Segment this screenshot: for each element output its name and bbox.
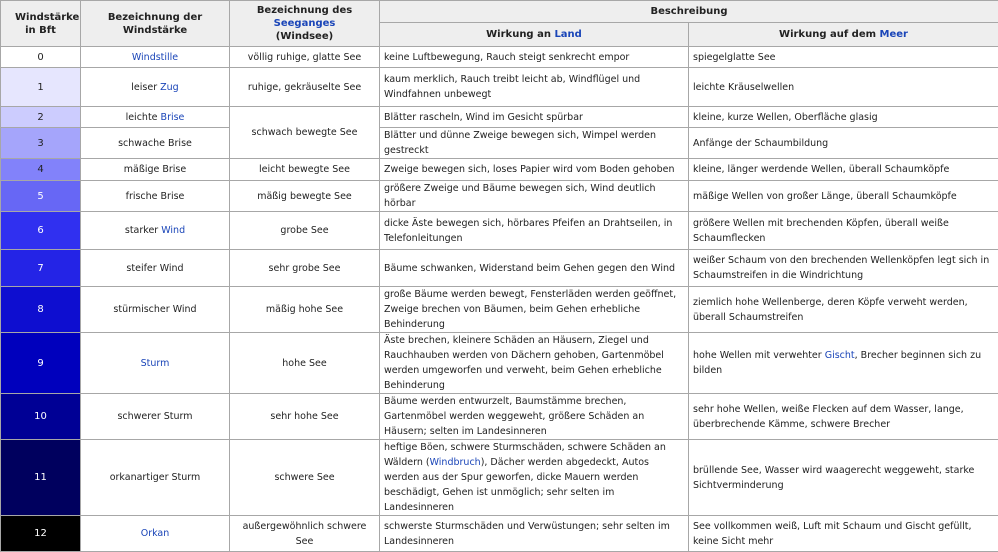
bft-cell: 2 <box>1 107 81 128</box>
table-row <box>1 107 998 128</box>
meer-cell: brüllende See, Wasser wird waagerecht weggeweht, starke Sichtverminderung <box>689 440 998 516</box>
meer-cell: mäßige Wellen von großer Länge, überall Schaumköpfe <box>689 181 998 212</box>
meer-cell: größere Wellen mit brechenden Köpfen, überall weiße Schaumflecken <box>689 212 998 250</box>
seegang-cell: sehr hohe See <box>230 394 380 440</box>
wind-name-cell: steifer Wind <box>81 250 230 287</box>
link-gischt[interactable]: Gischt <box>825 350 855 361</box>
seegang-cell: völlig ruhige, glatte See <box>230 47 380 68</box>
meer-cell: leichte Kräuselwellen <box>689 68 998 107</box>
meer-cell: kleine, kurze Wellen, Oberfläche glasig <box>689 107 998 128</box>
link-orkan[interactable]: Orkan <box>141 528 170 539</box>
table-row <box>1 440 998 516</box>
wind-name-pre: leichte <box>126 112 161 123</box>
land-post: ), Dächer werden abgedeckt, Autos werden aus der Spur geworfen, dicke Mauern werden beschädigt, Gehen ist unmöglich; sehr selten im Landesinneren <box>384 457 649 513</box>
seegang-cell: sehr grobe See <box>230 250 380 287</box>
land-cell: dicke Äste bewegen sich, hörbares Pfeifen an Drahtseilen, in Telefonleitungen <box>380 212 689 250</box>
link-wind[interactable]: Wind <box>161 225 185 236</box>
land-cell: Blätter rascheln, Wind im Gesicht spürbar <box>380 107 689 128</box>
header-bezeichnung-wind: Bezeichnung der Windstärke <box>81 1 230 47</box>
meer-cell: ziemlich hohe Wellenberge, deren Köpfe verweht werden, überall Schaumstreifen <box>689 287 998 333</box>
wind-name-cell <box>81 47 230 68</box>
header-bft: Windstärke in Bft <box>1 1 81 47</box>
wind-name-cell <box>81 212 230 250</box>
meer-cell: Anfänge der Schaumbildung <box>689 128 998 159</box>
seegang-cell: grobe See <box>230 212 380 250</box>
meer-pre: hohe Wellen mit verwehter <box>693 350 825 361</box>
meer-cell: kleine, länger werdende Wellen, überall Schaumköpfe <box>689 159 998 181</box>
wind-name-cell: schwache Brise <box>81 128 230 159</box>
header-seegang <box>230 1 380 47</box>
meer-cell: weißer Schaum von den brechenden Wellenköpfen legt sich in Schaumstreifen in die Windrichtung <box>689 250 998 287</box>
table-row <box>1 47 998 68</box>
table-row <box>1 394 998 440</box>
seegang-cell: hohe See <box>230 333 380 394</box>
link-seeganges[interactable]: Seeganges <box>274 18 336 29</box>
table-row <box>1 250 998 287</box>
land-cell <box>380 440 689 516</box>
land-cell: kaum merklich, Rauch treibt leicht ab, Windflügel und Windfahnen unbewegt <box>380 68 689 107</box>
seegang-cell: schwere See <box>230 440 380 516</box>
table-row <box>1 181 998 212</box>
table-row <box>1 333 998 394</box>
wind-name-cell <box>81 107 230 128</box>
header-land <box>380 23 689 47</box>
link-brise[interactable]: Brise <box>161 112 185 123</box>
bft-cell: 7 <box>1 250 81 287</box>
meer-cell: See vollkommen weiß, Luft mit Schaum und Gischt gefüllt, keine Sicht mehr <box>689 516 998 552</box>
link-zug[interactable]: Zug <box>160 82 179 93</box>
wind-name-cell <box>81 68 230 107</box>
seegang-cell: ruhige, gekräuselte See <box>230 68 380 107</box>
wind-name-cell <box>81 516 230 552</box>
table-row <box>1 68 998 107</box>
seegang-cell: außergewöhnlich schwere See <box>230 516 380 552</box>
link-sturm[interactable]: Sturm <box>141 358 170 369</box>
wind-name-cell: schwerer Sturm <box>81 394 230 440</box>
land-cell: keine Luftbewegung, Rauch steigt senkrecht empor <box>380 47 689 68</box>
header-seegang-post: (Windsee) <box>276 31 333 42</box>
bft-cell: 5 <box>1 181 81 212</box>
wind-name-pre: leiser <box>131 82 160 93</box>
wind-name-cell <box>81 333 230 394</box>
wind-name-cell: stürmischer Wind <box>81 287 230 333</box>
header-seegang-pre: Bezeichnung des <box>257 5 352 16</box>
wind-name-cell: orkanartiger Sturm <box>81 440 230 516</box>
wind-name-pre: starker <box>125 225 161 236</box>
bft-cell: 12 <box>1 516 81 552</box>
link-windbruch[interactable]: Windbruch <box>430 457 481 468</box>
bft-cell: 10 <box>1 394 81 440</box>
land-pre: heftige Böen, schwere Sturmschäden, schwere Schäden an Wäldern ( <box>384 442 666 468</box>
bft-cell: 8 <box>1 287 81 333</box>
table-row <box>1 212 998 250</box>
land-cell: Äste brechen, kleinere Schäden an Häusern, Ziegel und Rauchhauben werden von Dächern gehoben, Gartenmöbel werden umgeworfen und verweht, beim Gehen erhebliche Behinderung <box>380 333 689 394</box>
meer-cell: sehr hohe Wellen, weiße Flecken auf dem Wasser, lange, überbrechende Kämme, schwere Brecher <box>689 394 998 440</box>
wind-name-cell: frische Brise <box>81 181 230 212</box>
header-meer-pre: Wirkung auf dem <box>779 29 879 40</box>
table-row <box>1 516 998 552</box>
meer-cell <box>689 333 998 394</box>
land-cell: Bäume werden entwurzelt, Baumstämme brechen, Gartenmöbel werden weggeweht, größere Schäden an Häusern; selten im Landesinneren <box>380 394 689 440</box>
bft-cell: 11 <box>1 440 81 516</box>
land-cell: größere Zweige und Bäume bewegen sich, Wind deutlich hörbar <box>380 181 689 212</box>
land-cell: Blätter und dünne Zweige bewegen sich, Wimpel werden gestreckt <box>380 128 689 159</box>
bft-cell: 1 <box>1 68 81 107</box>
land-cell: schwerste Sturmschäden und Verwüstungen; sehr selten im Landesinneren <box>380 516 689 552</box>
link-land[interactable]: Land <box>554 29 581 40</box>
meer-post: , Brecher beginnen sich zu bilden <box>693 350 981 376</box>
seegang-cell: leicht bewegte See <box>230 159 380 181</box>
header-meer <box>689 23 998 47</box>
wind-name-cell: mäßige Brise <box>81 159 230 181</box>
seegang-cell: schwach bewegte See <box>230 107 380 159</box>
bft-cell: 6 <box>1 212 81 250</box>
bft-cell: 4 <box>1 159 81 181</box>
bft-cell: 3 <box>1 128 81 159</box>
header-land-pre: Wirkung an <box>486 29 554 40</box>
bft-cell: 9 <box>1 333 81 394</box>
header-beschreibung: Beschreibung <box>380 1 998 23</box>
link-meer[interactable]: Meer <box>880 29 908 40</box>
land-cell: Zweige bewegen sich, loses Papier wird vom Boden gehoben <box>380 159 689 181</box>
bft-cell: 0 <box>1 47 81 68</box>
table-row <box>1 287 998 333</box>
seegang-cell: mäßig hohe See <box>230 287 380 333</box>
land-cell: große Bäume werden bewegt, Fensterläden werden geöffnet, Zweige brechen von Bäumen, beim Gehen erhebliche Behinderung <box>380 287 689 333</box>
land-cell: Bäume schwanken, Widerstand beim Gehen gegen den Wind <box>380 250 689 287</box>
table-row <box>1 159 998 181</box>
table-row <box>1 128 998 159</box>
meer-cell: spiegelglatte See <box>689 47 998 68</box>
seegang-cell: mäßig bewegte See <box>230 181 380 212</box>
link-windstille[interactable]: Windstille <box>132 52 178 63</box>
